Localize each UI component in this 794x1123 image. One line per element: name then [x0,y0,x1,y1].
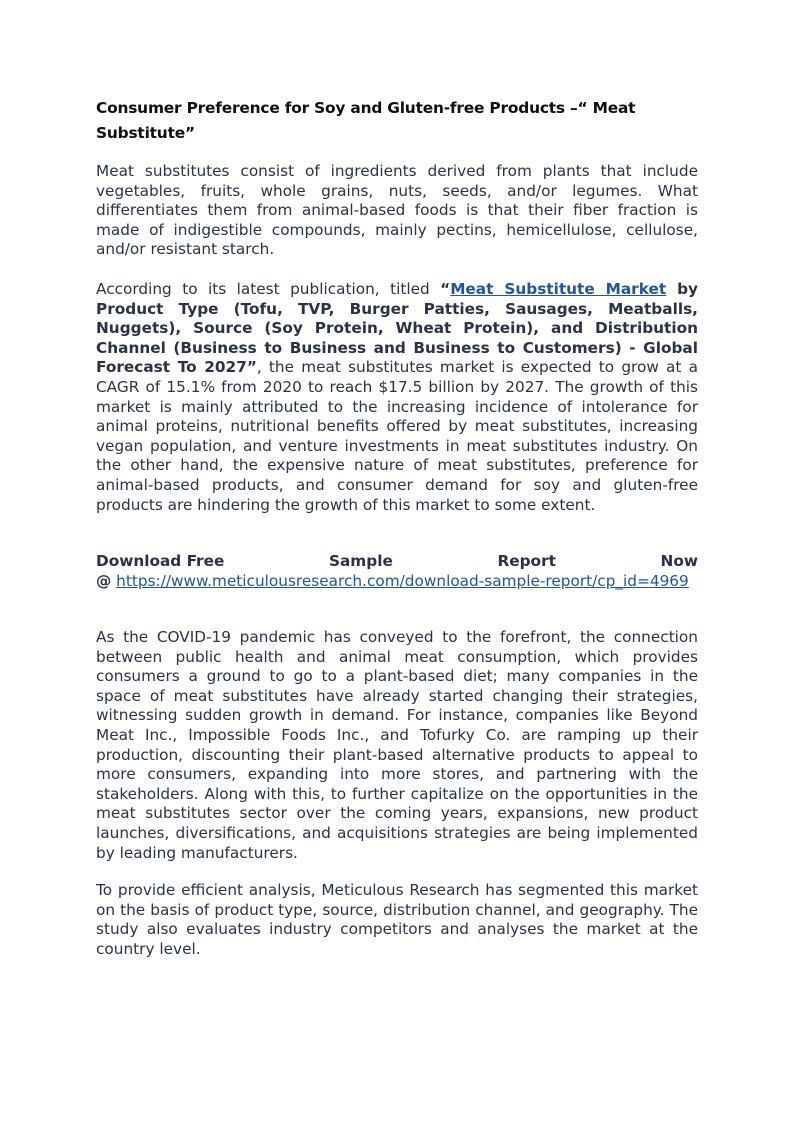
download-at-sign: @ [96,571,112,590]
paragraph-intro: Meat substitutes consist of ingredients derived from plants that include vegetables, fruits, whole grains, nuts, seeds, and/or legumes. What differentiates them from animal-based foods is that their fiber fraction is made of indigestible compounds, mainly pectins, hemicellulose, cellulose, and/or resistant starch. [96,162,698,259]
download-sample-block [96,552,698,591]
download-word-1: Download Free [96,552,225,570]
publication-intro-text: According to its latest publication, titled [96,280,441,298]
download-word-2: Sample [328,552,393,570]
download-heading [96,552,698,572]
download-word-3: Report [497,552,556,570]
publication-body-text: , the meat substitutes market is expected to grow at a CAGR of 15.1% from 2020 to reach $17.5 billion by 2027. The growth of this market is mainly attributed to the increasing incidence of intolerance for animal proteins, nutritional benefits offered by meat substitutes, increasing vegan population, and venture investments in meat substitutes industry. On the other hand, the expensive nature of meat substitutes, preference for animal-based products, and consumer demand for soy and gluten-free products are hindering the growth of this market to some extent. [96,358,698,514]
document-title: Consumer Preference for Soy and Gluten-free Products –“ Meat Substitute” [96,99,636,142]
open-quote: “ [440,280,451,298]
paragraph-analysis: To provide efficient analysis, Meticulous Research has segmented this market on the basis of product type, source, distribution channel, and geography. The study also evaluates industry competitors and analyses the market at the country level. [96,881,698,958]
download-url-line [96,572,698,592]
paragraph-publication [96,280,698,515]
report-title-link[interactable]: Meat Substitute Market [450,280,667,298]
download-word-4: Now [660,552,698,570]
report-title-text: by Product Type (Tofu, TVP, Burger Patties, Sausages, Meatballs, Nuggets), Source (Soy Protein, Wheat Protein), and Distribution Channel (Business to Business and Business to Customers) - Global Forecast To 2027” [96,280,699,377]
paragraph-covid: As the COVID-19 pandemic has conveyed to the forefront, the connection between public health and animal meat consumption, which provides consumers a ground to go to a plant-based diet; many companies in the space of meat substitutes have already started changing their strategies, witnessing sudden growth in demand. For instance, companies like Beyond Meat Inc., Impossible Foods Inc., and Tofurky Co. are ramping up their production, discounting their plant-based alternative products to appeal to more consumers, expanding into more stores, and partnering with the stakeholders. Along with this, to further capitalize on the opportunities in the meat substitutes sector over the coming years, expansions, new product launches, diversifications, and acquisitions strategies are being implemented by leading manufacturers. [96,628,698,862]
download-sample-link[interactable]: https://www.meticulousresearch.com/download-sample-report/cp_id=4969 [116,571,689,590]
